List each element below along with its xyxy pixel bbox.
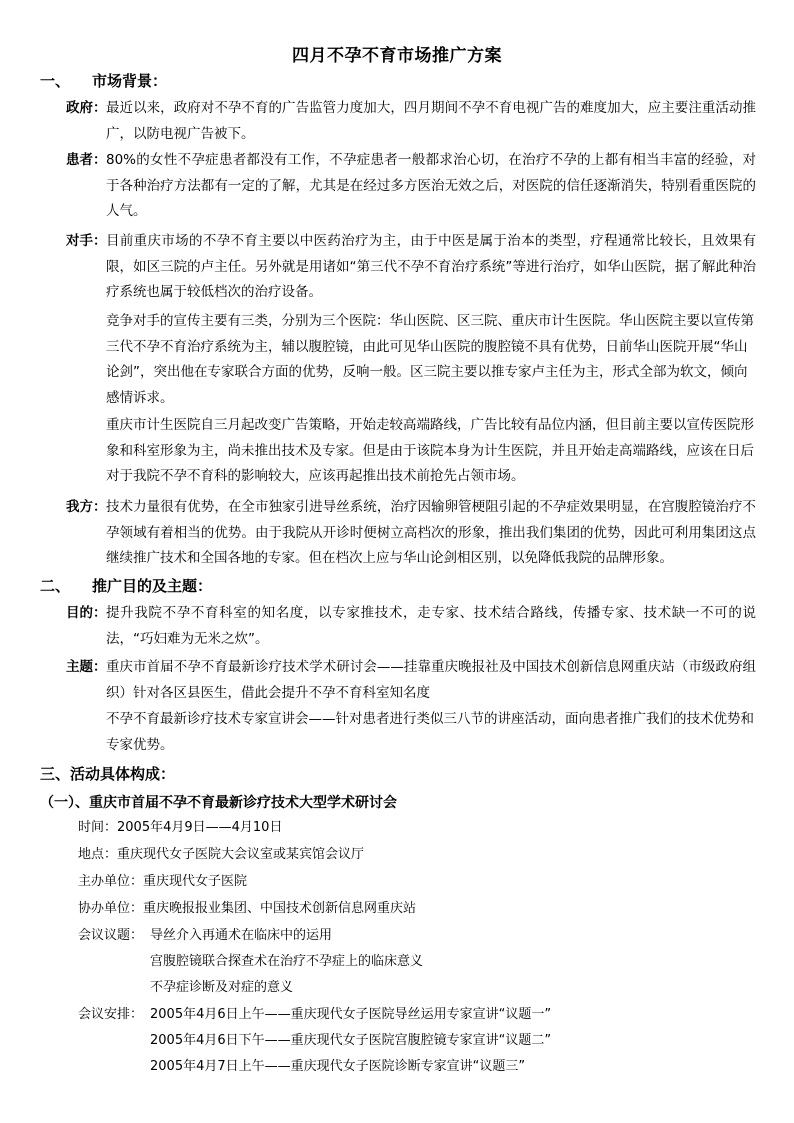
section-1-number: 一、: [40, 72, 71, 90]
patients-text: 80%的女性不孕症患者都没有工作，不孕症患者一般都求治心切，在治疗不孕的上都有相当丰富的经验，对于各种治疗方法都有一定的了解，尤其是在经过多方医治无效之后，对医院的信任逐渐消失，特别看重医院的人气。: [106, 152, 756, 219]
schedule-item: 2005年4月6日上午——重庆现代女子医院导丝运用专家宣讲“议题一”: [150, 1007, 552, 1022]
rivals-paragraph-3: [106, 413, 756, 490]
topic-item: 不孕症诊断及对症的意义: [150, 980, 294, 995]
section-1-heading: [40, 70, 167, 91]
topic-item: 导丝介入再通术在临床中的运用: [150, 928, 333, 943]
schedule-item: 2005年4月6日下午——重庆现代女子医院宫腹腔镜专家宣讲“议题二”: [150, 1033, 552, 1048]
schedule-label: 会议安排：: [78, 1007, 144, 1022]
rivals-paragraph-2: [106, 309, 756, 411]
rivals-text-3: 重庆市计生医院自三月起改变广告策略，开始走较高端路线，广告比较有品位内涵，但目前主要以宣传医院形象和科室形象为主，尚未推出技术及专家。但是由于该院本身为计生医院，并且开始走高端路线，应该在日后对于我院不孕不育科的影响较大，应该再起推出技术前抢先占领市场。: [106, 417, 754, 484]
schedule-item: 2005年4月7日上午——重庆现代女子医院诊断专家宣讲“议题三”: [150, 1059, 526, 1074]
theme-label: 主题：: [66, 659, 107, 675]
rivals-text-2: 竞争对手的宣传主要有三类，分别为三个医院：华山医院、区三院、重庆市计生医院。华山医院主要以宣传第三代不孕不育治疗系统为主，辅以腹腔镜，由此可见华山医院的腹腔镜不具有优势，日前华山医院开展“华山论剑”，突出他在专家联合方面的优势，反响一般。区三院主要以推专家卢主任为主，形式全部为软文，倾向感情诉求。: [106, 313, 754, 406]
section-2-heading: [40, 575, 212, 596]
meeting-time: 时间：2005年4月9日——4月10日: [78, 820, 283, 835]
purpose-text: 提升我院不孕不育科室的知名度，以专家推技术，走专家、技术结合路线，传播专家、技术缺一不可的说法，“巧妇难为无米之炊”。: [106, 605, 756, 647]
document-title: 四月不孕不育市场推广方案: [292, 46, 502, 66]
government-label: 政府：: [66, 100, 107, 116]
rivals-paragraph: [66, 229, 756, 306]
subsection-1-title: （一）、重庆市首届不孕不育最新诊疗技术大型学术研讨会: [40, 795, 397, 811]
rivals-text: 目前重庆市场的不孕不育主要以中医药治疗为主，由于中医是属于治本的类型，疗程通常比较长，且效果有限，如区三院的卢主任。另外就是用诸如“第三代不孕不育治疗系统”等进行治疗，如华山医院，据了解此种治疗系统也属于较低档次的治疗设备。: [106, 233, 756, 300]
patients-label: 患者：: [66, 152, 107, 168]
theme-paragraph: [66, 655, 756, 706]
meeting-co-host: 协办单位：重庆晚报报业集团、中国技术创新信息网重庆站: [78, 901, 417, 916]
section-2-title: 推广目的及主题：: [92, 577, 213, 595]
ours-label: 我方：: [66, 499, 107, 515]
topics-label: 会议议题：: [78, 928, 144, 943]
theme-text: 重庆市首届不孕不育最新诊疗技术学术研讨会——挂靠重庆晚报社及中国技术创新信息网重庆站（市级政府组织）针对各区县医生，借此会提升不孕不育科室知名度: [106, 659, 756, 701]
meeting-host: 主办单位：重庆现代女子医院: [78, 874, 248, 889]
government-paragraph: [66, 96, 756, 147]
theme-text-2: 不孕不育最新诊疗技术专家宣讲会——针对患者进行类似三八节的讲座活动，面向患者推广我们的技术优势和专家优势。: [106, 711, 754, 753]
purpose-paragraph: [66, 601, 756, 652]
meeting-place: 地点：重庆现代女子医院大会议室或某宾馆会议厅: [78, 847, 365, 862]
section-1-title: 市场背景：: [92, 72, 168, 90]
section-2-number: 二、: [40, 577, 71, 595]
purpose-label: 目的：: [66, 605, 107, 621]
patients-paragraph: [66, 148, 756, 225]
topic-item: 宫腹腔镜联合探查术在治疗不孕症上的临床意义: [150, 954, 424, 969]
ours-text: 技术力量很有优势，在全市独家引进导丝系统，治疗因输卵管梗阻引起的不孕症效果明显，在宫腹腔镜治疗不孕领域有着相当的优势。由于我院从开诊时便树立高档次的形象，推出我们集团的优势，因此可利用集团这点继续推广技术和全国各地的专家。但在档次上应与华山论剑相区别，以免降低我院的品牌形象。: [106, 499, 756, 566]
rivals-label: 对手：: [66, 233, 107, 249]
theme-paragraph-2: [106, 707, 756, 758]
ours-paragraph: [66, 495, 756, 572]
government-text: 最近以来，政府对不孕不育的广告监管力度加大，四月期间不孕不育电视广告的难度加大，应主要注重活动推广，以防电视广告被下。: [106, 100, 756, 142]
section-3-heading: 三、活动具体构成：: [40, 765, 176, 783]
